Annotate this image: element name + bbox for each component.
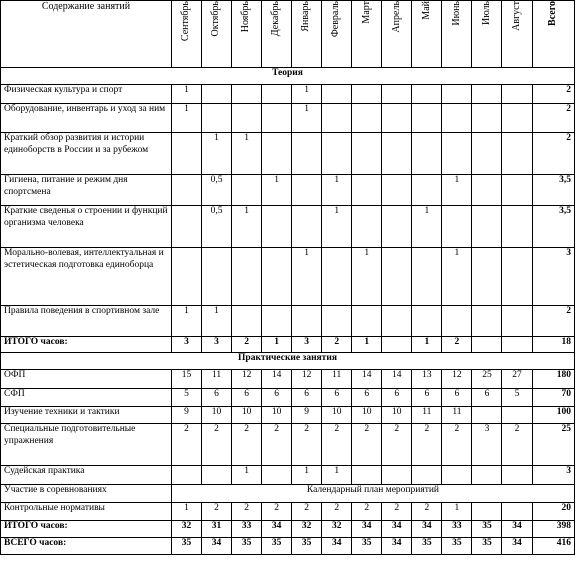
table-row [1, 206, 575, 248]
row-cell [382, 206, 412, 248]
row-cell [442, 85, 472, 104]
table-row [1, 389, 575, 407]
row-cell [502, 248, 532, 306]
row-cell [412, 466, 442, 485]
row-total: 2 [532, 306, 574, 337]
row-cell [382, 466, 412, 485]
row-cell: 2 [442, 337, 472, 353]
row-cell: 10 [382, 407, 412, 424]
row-cell: 5 [502, 389, 532, 407]
row-cell: 3 [202, 337, 232, 353]
row-cell: 34 [202, 538, 232, 555]
practice-section-title: Практические занятия [1, 353, 575, 370]
row-cell: 1 [262, 175, 292, 206]
row-cell [202, 85, 232, 104]
control-row [1, 503, 575, 521]
row-cell [292, 306, 322, 337]
practice-section [1, 353, 575, 370]
table-row [1, 370, 575, 389]
row-cell [412, 248, 442, 306]
header-month [202, 1, 232, 68]
row-cell: 34 [352, 521, 382, 538]
row-cell [322, 248, 352, 306]
row-cell [322, 104, 352, 133]
table-row [1, 104, 575, 133]
row-cell: 32 [292, 521, 322, 538]
row-cell [472, 337, 502, 353]
row-cell: 1 [352, 337, 382, 353]
row-cell: 34 [262, 521, 292, 538]
row-cell [382, 175, 412, 206]
row-cell: 34 [412, 521, 442, 538]
table-row [1, 407, 575, 424]
row-cell [502, 206, 532, 248]
row-cell [352, 306, 382, 337]
row-cell [412, 133, 442, 175]
month-label: Январь [300, 1, 312, 32]
row-cell [382, 248, 412, 306]
row-cell: 3 [292, 337, 322, 353]
theory-itogo-row [1, 337, 575, 353]
row-cell: 35 [472, 521, 502, 538]
row-cell [171, 206, 201, 248]
row-cell [442, 466, 472, 485]
row-cell: 27 [502, 370, 532, 389]
row-cell: 2 [352, 424, 382, 466]
row-cell: 2 [382, 503, 412, 521]
row-cell: 2 [502, 424, 532, 466]
row-cell: 2 [382, 424, 412, 466]
header-month [442, 1, 472, 68]
row-cell: 2 [442, 424, 472, 466]
header-month [502, 1, 532, 68]
row-cell: 2 [292, 503, 322, 521]
header-month [262, 1, 292, 68]
row-cell: 1 [412, 206, 442, 248]
row-cell: 6 [292, 389, 322, 407]
row-cell [502, 133, 532, 175]
row-topic: Контрольные нормативы [1, 503, 172, 521]
row-cell: 1 [232, 133, 262, 175]
row-cell [412, 104, 442, 133]
month-label: Декабрь [270, 1, 282, 37]
row-total: 3,5 [532, 206, 574, 248]
row-cell: 1 [292, 85, 322, 104]
row-cell: 31 [202, 521, 232, 538]
row-cell [171, 466, 201, 485]
row-total: 25 [532, 424, 574, 466]
row-cell: 1 [171, 306, 201, 337]
row-cell: 11 [202, 370, 232, 389]
row-cell: 2 [232, 424, 262, 466]
row-cell: 14 [382, 370, 412, 389]
row-cell [352, 104, 382, 133]
row-cell: 2 [202, 503, 232, 521]
month-label: Август [510, 1, 522, 31]
header-month [292, 1, 322, 68]
row-cell: 2 [171, 424, 201, 466]
row-cell [442, 104, 472, 133]
competitions-note: Календарный план мероприятий [171, 485, 574, 503]
row-cell [171, 133, 201, 175]
row-cell: 2 [292, 424, 322, 466]
row-cell: 1 [442, 175, 472, 206]
header-row [1, 1, 575, 68]
row-cell [502, 503, 532, 521]
row-cell: 0,5 [202, 175, 232, 206]
row-cell: 34 [382, 521, 412, 538]
row-cell [472, 104, 502, 133]
row-cell: 34 [502, 538, 532, 555]
row-cell: 2 [412, 424, 442, 466]
row-cell: 2 [232, 503, 262, 521]
row-cell: 0,5 [202, 206, 232, 248]
row-cell [322, 133, 352, 175]
row-cell: 1 [171, 104, 201, 133]
row-cell [472, 407, 502, 424]
row-cell [262, 306, 292, 337]
row-cell: 33 [232, 521, 262, 538]
month-label: Февраль [330, 1, 342, 38]
row-topic: Специальные подготовительные упражнения [1, 424, 172, 466]
row-cell: 9 [292, 407, 322, 424]
row-cell [202, 466, 232, 485]
month-label: Ноябрь [240, 1, 252, 33]
row-total: 100 [532, 407, 574, 424]
month-label: Июнь [450, 1, 462, 26]
row-cell: 6 [322, 389, 352, 407]
row-cell [352, 206, 382, 248]
row-cell [382, 104, 412, 133]
row-cell: 12 [232, 370, 262, 389]
table-row [1, 248, 575, 306]
row-cell: 2 [352, 503, 382, 521]
row-cell [352, 466, 382, 485]
table-body [1, 68, 575, 555]
row-cell [382, 85, 412, 104]
table-row [1, 85, 575, 104]
header-month [171, 1, 201, 68]
row-cell [171, 248, 201, 306]
row-cell [232, 85, 262, 104]
row-topic: ИТОГО часов: [1, 521, 172, 538]
row-cell [412, 306, 442, 337]
row-cell: 9 [171, 407, 201, 424]
row-cell: 35 [292, 538, 322, 555]
row-cell: 1 [352, 248, 382, 306]
row-cell: 6 [232, 389, 262, 407]
row-cell [262, 133, 292, 175]
row-cell [262, 104, 292, 133]
row-cell [472, 248, 502, 306]
row-cell [262, 206, 292, 248]
row-cell: 14 [352, 370, 382, 389]
header-topic: Содержание занятий [1, 1, 172, 68]
table-row [1, 424, 575, 466]
theory-section [1, 68, 575, 85]
month-label: Июль [480, 1, 492, 25]
row-cell: 1 [292, 104, 322, 133]
row-cell [382, 337, 412, 353]
row-cell: 1 [202, 306, 232, 337]
row-cell: 3 [171, 337, 201, 353]
row-cell [442, 133, 472, 175]
row-topic: Краткие сведенья о строении и функций организма человека [1, 206, 172, 248]
row-cell [382, 306, 412, 337]
row-cell: 1 [202, 133, 232, 175]
row-cell: 11 [412, 407, 442, 424]
month-label: Апрель [390, 1, 402, 33]
row-total: 18 [532, 337, 574, 353]
row-cell [352, 85, 382, 104]
practice-itogo-row [1, 521, 575, 538]
row-cell: 25 [472, 370, 502, 389]
row-cell: 13 [412, 370, 442, 389]
row-cell: 10 [202, 407, 232, 424]
row-cell: 2 [322, 337, 352, 353]
row-total: 2 [532, 133, 574, 175]
row-cell: 6 [262, 389, 292, 407]
row-cell: 6 [472, 389, 502, 407]
row-cell [292, 206, 322, 248]
row-total: 3 [532, 466, 574, 485]
row-cell [472, 306, 502, 337]
row-cell: 1 [322, 466, 352, 485]
row-cell: 3 [472, 424, 502, 466]
header-total [532, 1, 574, 68]
row-cell: 10 [352, 407, 382, 424]
row-cell: 1 [292, 466, 322, 485]
month-label: Май [420, 1, 432, 20]
month-label: Октябрь [210, 1, 222, 37]
header-month [472, 1, 502, 68]
row-cell: 10 [262, 407, 292, 424]
row-cell: 35 [232, 538, 262, 555]
row-cell: 1 [442, 503, 472, 521]
row-cell: 11 [322, 370, 352, 389]
table-row [1, 466, 575, 485]
row-cell: 1 [412, 337, 442, 353]
row-cell [472, 133, 502, 175]
row-cell: 1 [322, 175, 352, 206]
row-cell: 12 [442, 370, 472, 389]
row-cell: 12 [292, 370, 322, 389]
row-cell [202, 248, 232, 306]
row-cell: 35 [412, 538, 442, 555]
row-topic: Краткий обзор развития и истории единоборств в России и за рубежом [1, 133, 172, 175]
row-topic: ОФП [1, 370, 172, 389]
row-cell: 35 [442, 538, 472, 555]
row-cell [472, 175, 502, 206]
header-month [322, 1, 352, 68]
row-total: 180 [532, 370, 574, 389]
row-cell: 11 [442, 407, 472, 424]
row-cell: 1 [171, 85, 201, 104]
theory-section-title: Теория [1, 68, 575, 85]
header-month [352, 1, 382, 68]
row-cell [412, 85, 442, 104]
row-topic: СФП [1, 389, 172, 407]
row-topic: Морально-волевая, интеллектуальная и эстетическая подготовка единоборца [1, 248, 172, 306]
row-cell: 34 [322, 538, 352, 555]
row-cell [232, 104, 262, 133]
row-cell: 2 [322, 503, 352, 521]
row-cell: 1 [171, 503, 201, 521]
row-cell: 35 [352, 538, 382, 555]
row-total: 3,5 [532, 175, 574, 206]
row-cell [502, 175, 532, 206]
row-cell [412, 175, 442, 206]
row-cell [232, 175, 262, 206]
row-cell: 6 [202, 389, 232, 407]
row-cell [472, 206, 502, 248]
row-topic: Судейская практика [1, 466, 172, 485]
row-total: 70 [532, 389, 574, 407]
header-month [412, 1, 442, 68]
row-total: 3 [532, 248, 574, 306]
row-cell [442, 306, 472, 337]
row-cell: 6 [412, 389, 442, 407]
row-cell [502, 466, 532, 485]
row-cell [262, 85, 292, 104]
row-cell [202, 104, 232, 133]
row-cell: 34 [382, 538, 412, 555]
row-cell [472, 466, 502, 485]
month-label: Сентябрь [180, 1, 192, 42]
row-cell: 15 [171, 370, 201, 389]
row-cell [232, 248, 262, 306]
row-cell: 2 [262, 424, 292, 466]
competitions-row [1, 485, 575, 503]
row-cell: 1 [322, 206, 352, 248]
row-cell: 35 [262, 538, 292, 555]
row-cell: 1 [232, 466, 262, 485]
row-cell [352, 175, 382, 206]
row-cell [502, 104, 532, 133]
row-topic: Физическая культура и спорт [1, 85, 172, 104]
month-label: Март [360, 1, 372, 24]
row-cell [232, 306, 262, 337]
row-cell: 10 [232, 407, 262, 424]
row-cell [292, 175, 322, 206]
row-cell: 6 [442, 389, 472, 407]
row-cell [442, 206, 472, 248]
row-cell: 6 [382, 389, 412, 407]
row-cell [502, 337, 532, 353]
row-cell: 1 [232, 206, 262, 248]
row-cell: 1 [442, 248, 472, 306]
row-total: 20 [532, 503, 574, 521]
table-row [1, 306, 575, 337]
row-topic: ИТОГО часов: [1, 337, 172, 353]
row-topic: Изучение техники и тактики [1, 407, 172, 424]
row-total: 2 [532, 85, 574, 104]
row-cell [262, 248, 292, 306]
row-cell: 2 [202, 424, 232, 466]
row-cell: 14 [262, 370, 292, 389]
row-cell: 32 [322, 521, 352, 538]
row-cell [502, 407, 532, 424]
row-cell [322, 85, 352, 104]
row-total: 398 [532, 521, 574, 538]
row-cell: 6 [352, 389, 382, 407]
row-cell [171, 175, 201, 206]
vsego-row [1, 538, 575, 555]
row-cell [352, 133, 382, 175]
total-label: Всего [547, 1, 558, 26]
row-topic: ВСЕГО часов: [1, 538, 172, 555]
row-cell: 1 [262, 337, 292, 353]
row-cell [472, 503, 502, 521]
row-cell: 35 [472, 538, 502, 555]
row-cell: 32 [171, 521, 201, 538]
row-total: 2 [532, 104, 574, 133]
row-topic: Правила поведения в спортивном зале [1, 306, 172, 337]
row-cell [472, 85, 502, 104]
row-cell [322, 306, 352, 337]
table-row [1, 175, 575, 206]
row-cell: 2 [232, 337, 262, 353]
header-month [382, 1, 412, 68]
row-cell [382, 133, 412, 175]
row-topic: Гигиена, питание и режим дня спортсмена [1, 175, 172, 206]
row-cell [502, 85, 532, 104]
row-cell [262, 466, 292, 485]
row-cell: 1 [292, 248, 322, 306]
row-total: 416 [532, 538, 574, 555]
table-row [1, 133, 575, 175]
row-cell: 2 [412, 503, 442, 521]
row-topic: Оборудование, инвентарь и уход за ним [1, 104, 172, 133]
row-cell: 35 [171, 538, 201, 555]
row-cell: 34 [502, 521, 532, 538]
row-cell: 33 [442, 521, 472, 538]
row-topic: Участие в соревнованиях [1, 485, 172, 503]
row-cell: 10 [322, 407, 352, 424]
row-cell: 2 [322, 424, 352, 466]
row-cell: 5 [171, 389, 201, 407]
row-cell [292, 133, 322, 175]
row-cell [502, 306, 532, 337]
row-cell: 2 [262, 503, 292, 521]
header-month [232, 1, 262, 68]
